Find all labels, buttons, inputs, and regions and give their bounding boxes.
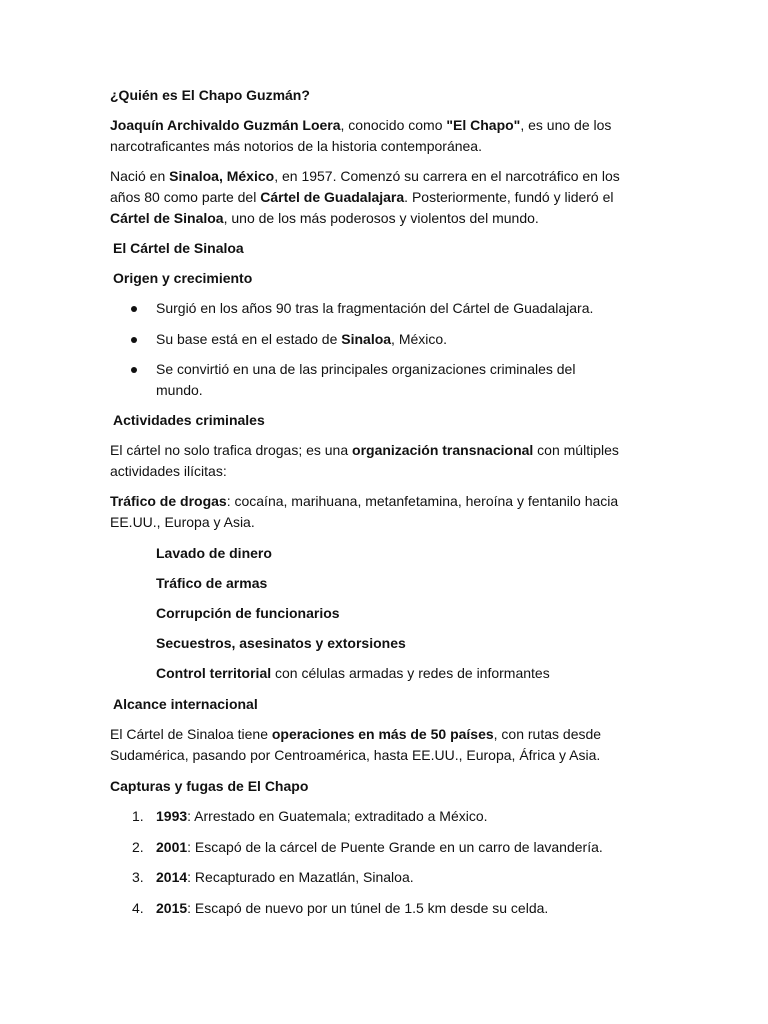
activities-paragraph-line-2: actividades ilícitas:	[110, 463, 227, 479]
drugs-line-2: EE.UU., Europa y Asia.	[110, 514, 255, 530]
bullet-icon	[131, 337, 137, 343]
reach-line-2: Sudamérica, pasando por Centroamérica, hasta EE.UU., Europa, África y Asia.	[110, 747, 601, 763]
year: 1993	[156, 808, 188, 824]
activity-item-1: Lavado de dinero	[156, 545, 272, 561]
text: : Escapó de la cárcel de Puente Grande en un carro de lavandería.	[187, 839, 603, 855]
text: El cártel no solo trafica drogas; es una	[110, 442, 353, 458]
list-number: 3.	[132, 869, 144, 885]
text: : Escapó de nuevo por un túnel de 1.5 km desde su celda.	[187, 900, 549, 916]
activity-item-5	[156, 663, 704, 684]
text: . Posteriormente, fundó y lideró el	[404, 189, 614, 205]
section-heading-cartel: El Cártel de Sinaloa	[113, 240, 244, 256]
text: , conocido como	[340, 117, 447, 133]
intro-paragraph-2-line-3	[110, 208, 658, 229]
bullet-icon	[131, 306, 137, 312]
year: 2015	[156, 900, 188, 916]
person-name: Joaquín Archivaldo Guzmán Loera	[110, 117, 341, 133]
text: : Recapturado en Mazatlán, Sinaloa.	[187, 869, 414, 885]
subheading-reach: Alcance internacional	[113, 696, 258, 712]
activities-paragraph-line-1	[110, 440, 658, 461]
list-number: 1.	[132, 808, 144, 824]
text-bold: organización transnacional	[352, 442, 534, 458]
bullet-icon	[131, 367, 137, 373]
list-number: 2.	[132, 839, 144, 855]
doc-title: ¿Quién es El Chapo Guzmán?	[110, 87, 310, 103]
capture-item-3	[156, 867, 704, 888]
text: , en 1957. Comenzó su carrera en el narcotráfico en los	[274, 168, 620, 184]
cartel-sinaloa: Cártel de Sinaloa	[110, 210, 224, 226]
cartel-guadalajara: Cártel de Guadalajara	[260, 189, 405, 205]
year: 2001	[156, 839, 188, 855]
list-number: 4.	[132, 900, 144, 916]
text: años 80 como parte del	[110, 189, 261, 205]
alias: "El Chapo"	[446, 117, 521, 133]
subheading-origin: Origen y crecimiento	[113, 270, 253, 286]
bullet-item-3-line-1: Se convirtió en una de las principales organizaciones criminales del	[156, 361, 576, 377]
bullet-item-1: Surgió en los años 90 tras la fragmentación del Cártel de Guadalajara.	[156, 300, 594, 316]
text: con células armadas y redes de informantes	[271, 665, 550, 681]
drugs-line-1	[110, 491, 658, 512]
text: , México.	[391, 331, 448, 347]
text: con múltiples	[533, 442, 619, 458]
text-bold: operaciones en más de 50 países	[271, 726, 494, 742]
intro-paragraph-1-line-2: narcotraficantes más notorios de la historia contemporánea.	[110, 138, 482, 154]
text-bold: Sinaloa	[341, 331, 392, 347]
year: 2014	[156, 869, 188, 885]
bullet-item-3-line-2: mundo.	[156, 382, 203, 398]
text: , es uno de los	[520, 117, 612, 133]
intro-paragraph-2-line-2	[110, 187, 658, 208]
capture-item-2	[156, 837, 704, 858]
text-bold: Tráfico de drogas	[110, 493, 227, 509]
text-bold: Control territorial	[156, 665, 272, 681]
activity-item-3: Corrupción de funcionarios	[156, 605, 340, 621]
text: : cocaína, marihuana, metanfetamina, heroína y fentanilo hacia	[226, 493, 619, 509]
text: El Cártel de Sinaloa tiene	[110, 726, 272, 742]
text: , con rutas desde	[493, 726, 602, 742]
text: : Arrestado en Guatemala; extraditado a México.	[187, 808, 488, 824]
capture-item-4	[156, 898, 704, 919]
reach-line-1	[110, 724, 658, 745]
bullet-item-2	[156, 329, 704, 350]
activity-item-2: Tráfico de armas	[156, 575, 268, 591]
text: Su base está en el estado de	[156, 331, 342, 347]
subheading-captures: Capturas y fugas de El Chapo	[110, 778, 309, 794]
text: , uno de los más poderosos y violentos del mundo.	[223, 210, 539, 226]
capture-item-1	[156, 806, 704, 827]
intro-paragraph-2-line-1	[110, 166, 658, 187]
subheading-activities: Actividades criminales	[113, 412, 265, 428]
intro-paragraph-1-line-1	[110, 115, 658, 136]
birth-place: Sinaloa, México	[169, 168, 275, 184]
text: Nació en	[110, 168, 170, 184]
activity-item-4: Secuestros, asesinatos y extorsiones	[156, 635, 406, 651]
